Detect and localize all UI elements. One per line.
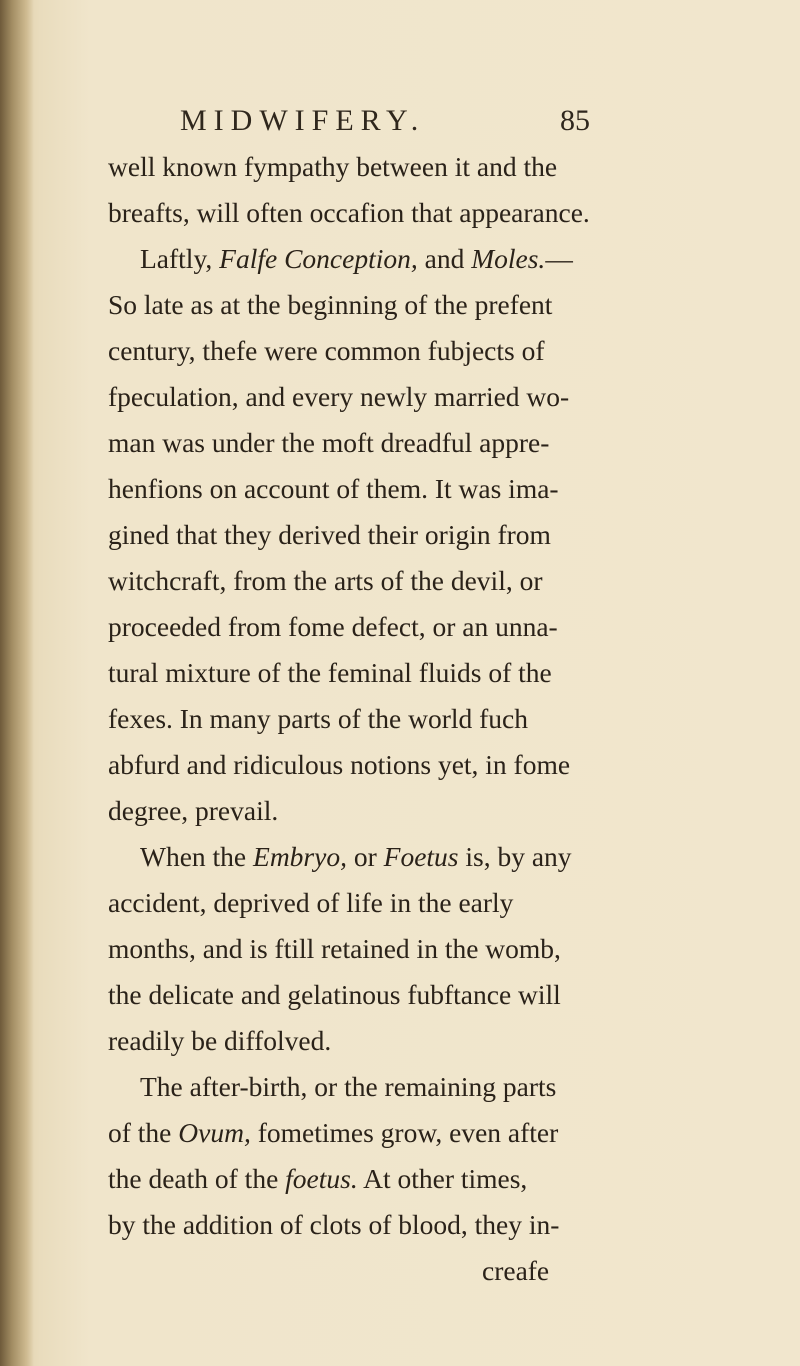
text-segment: by the addition of clots of blood, they in- bbox=[108, 1209, 560, 1240]
text-line bbox=[108, 512, 551, 558]
text-segment: fometimes grow, even after bbox=[250, 1117, 559, 1148]
text-segment: henfions on account of them. It was ima- bbox=[108, 473, 559, 504]
text-segment: well known fympathy between it and the bbox=[108, 151, 558, 182]
text-segment: breafts, will often occafion that appearance. bbox=[108, 197, 590, 228]
text-line bbox=[108, 1202, 559, 1248]
text-segment: — bbox=[545, 243, 573, 274]
text-segment: creafe bbox=[482, 1255, 550, 1286]
text-segment: proceeded from fome defect, or an unna- bbox=[108, 611, 558, 642]
text-line bbox=[108, 696, 528, 742]
text-segment: readily be diffolved. bbox=[108, 1025, 332, 1056]
text-line bbox=[482, 1248, 549, 1294]
text-segment: accident, deprived of life in the early bbox=[108, 887, 514, 918]
text-line bbox=[108, 328, 545, 374]
text-segment: or bbox=[346, 841, 384, 872]
text-segment: the delicate and gelatinous fubftance will bbox=[108, 979, 561, 1010]
text-line bbox=[108, 788, 278, 834]
italic-term: Ovum, bbox=[178, 1117, 251, 1148]
italic-term: Foetus bbox=[383, 841, 459, 872]
text-segment: The after-birth, or the remaining parts bbox=[140, 1071, 557, 1102]
text-segment: degree, prevail. bbox=[108, 795, 279, 826]
text-segment: fpeculation, and every newly married wo- bbox=[108, 381, 570, 412]
text-line bbox=[108, 282, 552, 328]
text-segment: man was under the moft dreadful appre- bbox=[108, 427, 550, 458]
italic-term: Moles. bbox=[471, 243, 546, 274]
text-segment: fexes. In many parts of the world fuch bbox=[108, 703, 529, 734]
text-line bbox=[108, 374, 569, 420]
text-line bbox=[108, 650, 552, 696]
text-segment: gined that they derived their origin from bbox=[108, 519, 551, 550]
text-line bbox=[140, 1064, 556, 1110]
text-line bbox=[108, 742, 570, 788]
italic-term: Falfe Conception, bbox=[219, 243, 418, 274]
text-line bbox=[108, 926, 561, 972]
text-segment: the death of the bbox=[108, 1163, 286, 1194]
text-line bbox=[108, 972, 561, 1018]
text-segment: tural mixture of the feminal fluids of the bbox=[108, 657, 552, 688]
text-segment: is, by any bbox=[458, 841, 572, 872]
text-segment: and bbox=[417, 243, 472, 274]
text-line bbox=[108, 1156, 527, 1202]
text-segment: Laftly, bbox=[140, 243, 220, 274]
page-header bbox=[180, 104, 600, 144]
body-text bbox=[0, 144, 800, 1324]
page-number: 85 bbox=[560, 104, 590, 137]
italic-term: Embryo, bbox=[253, 841, 347, 872]
text-line bbox=[108, 1110, 558, 1156]
text-segment: months, and is ftill retained in the womb, bbox=[108, 933, 561, 964]
text-line bbox=[108, 420, 549, 466]
text-line bbox=[108, 466, 559, 512]
text-line bbox=[108, 144, 557, 190]
text-line bbox=[108, 190, 590, 236]
text-segment: When the bbox=[140, 841, 254, 872]
text-line bbox=[140, 236, 573, 282]
text-line bbox=[108, 604, 558, 650]
italic-term: foetus. bbox=[285, 1163, 358, 1194]
text-segment: of the bbox=[108, 1117, 179, 1148]
text-line bbox=[108, 558, 543, 604]
text-segment: abfurd and ridiculous notions yet, in fome bbox=[108, 749, 571, 780]
text-line bbox=[108, 1018, 331, 1064]
text-segment: So late as at the beginning of the prefent bbox=[108, 289, 553, 320]
text-segment: At other times, bbox=[357, 1163, 528, 1194]
text-line bbox=[108, 880, 513, 926]
running-head: MIDWIFERY. bbox=[180, 104, 426, 137]
text-segment: century, thefe were common fubjects of bbox=[108, 335, 545, 366]
text-line bbox=[140, 834, 572, 880]
text-segment: witchcraft, from the arts of the devil, or bbox=[108, 565, 543, 596]
